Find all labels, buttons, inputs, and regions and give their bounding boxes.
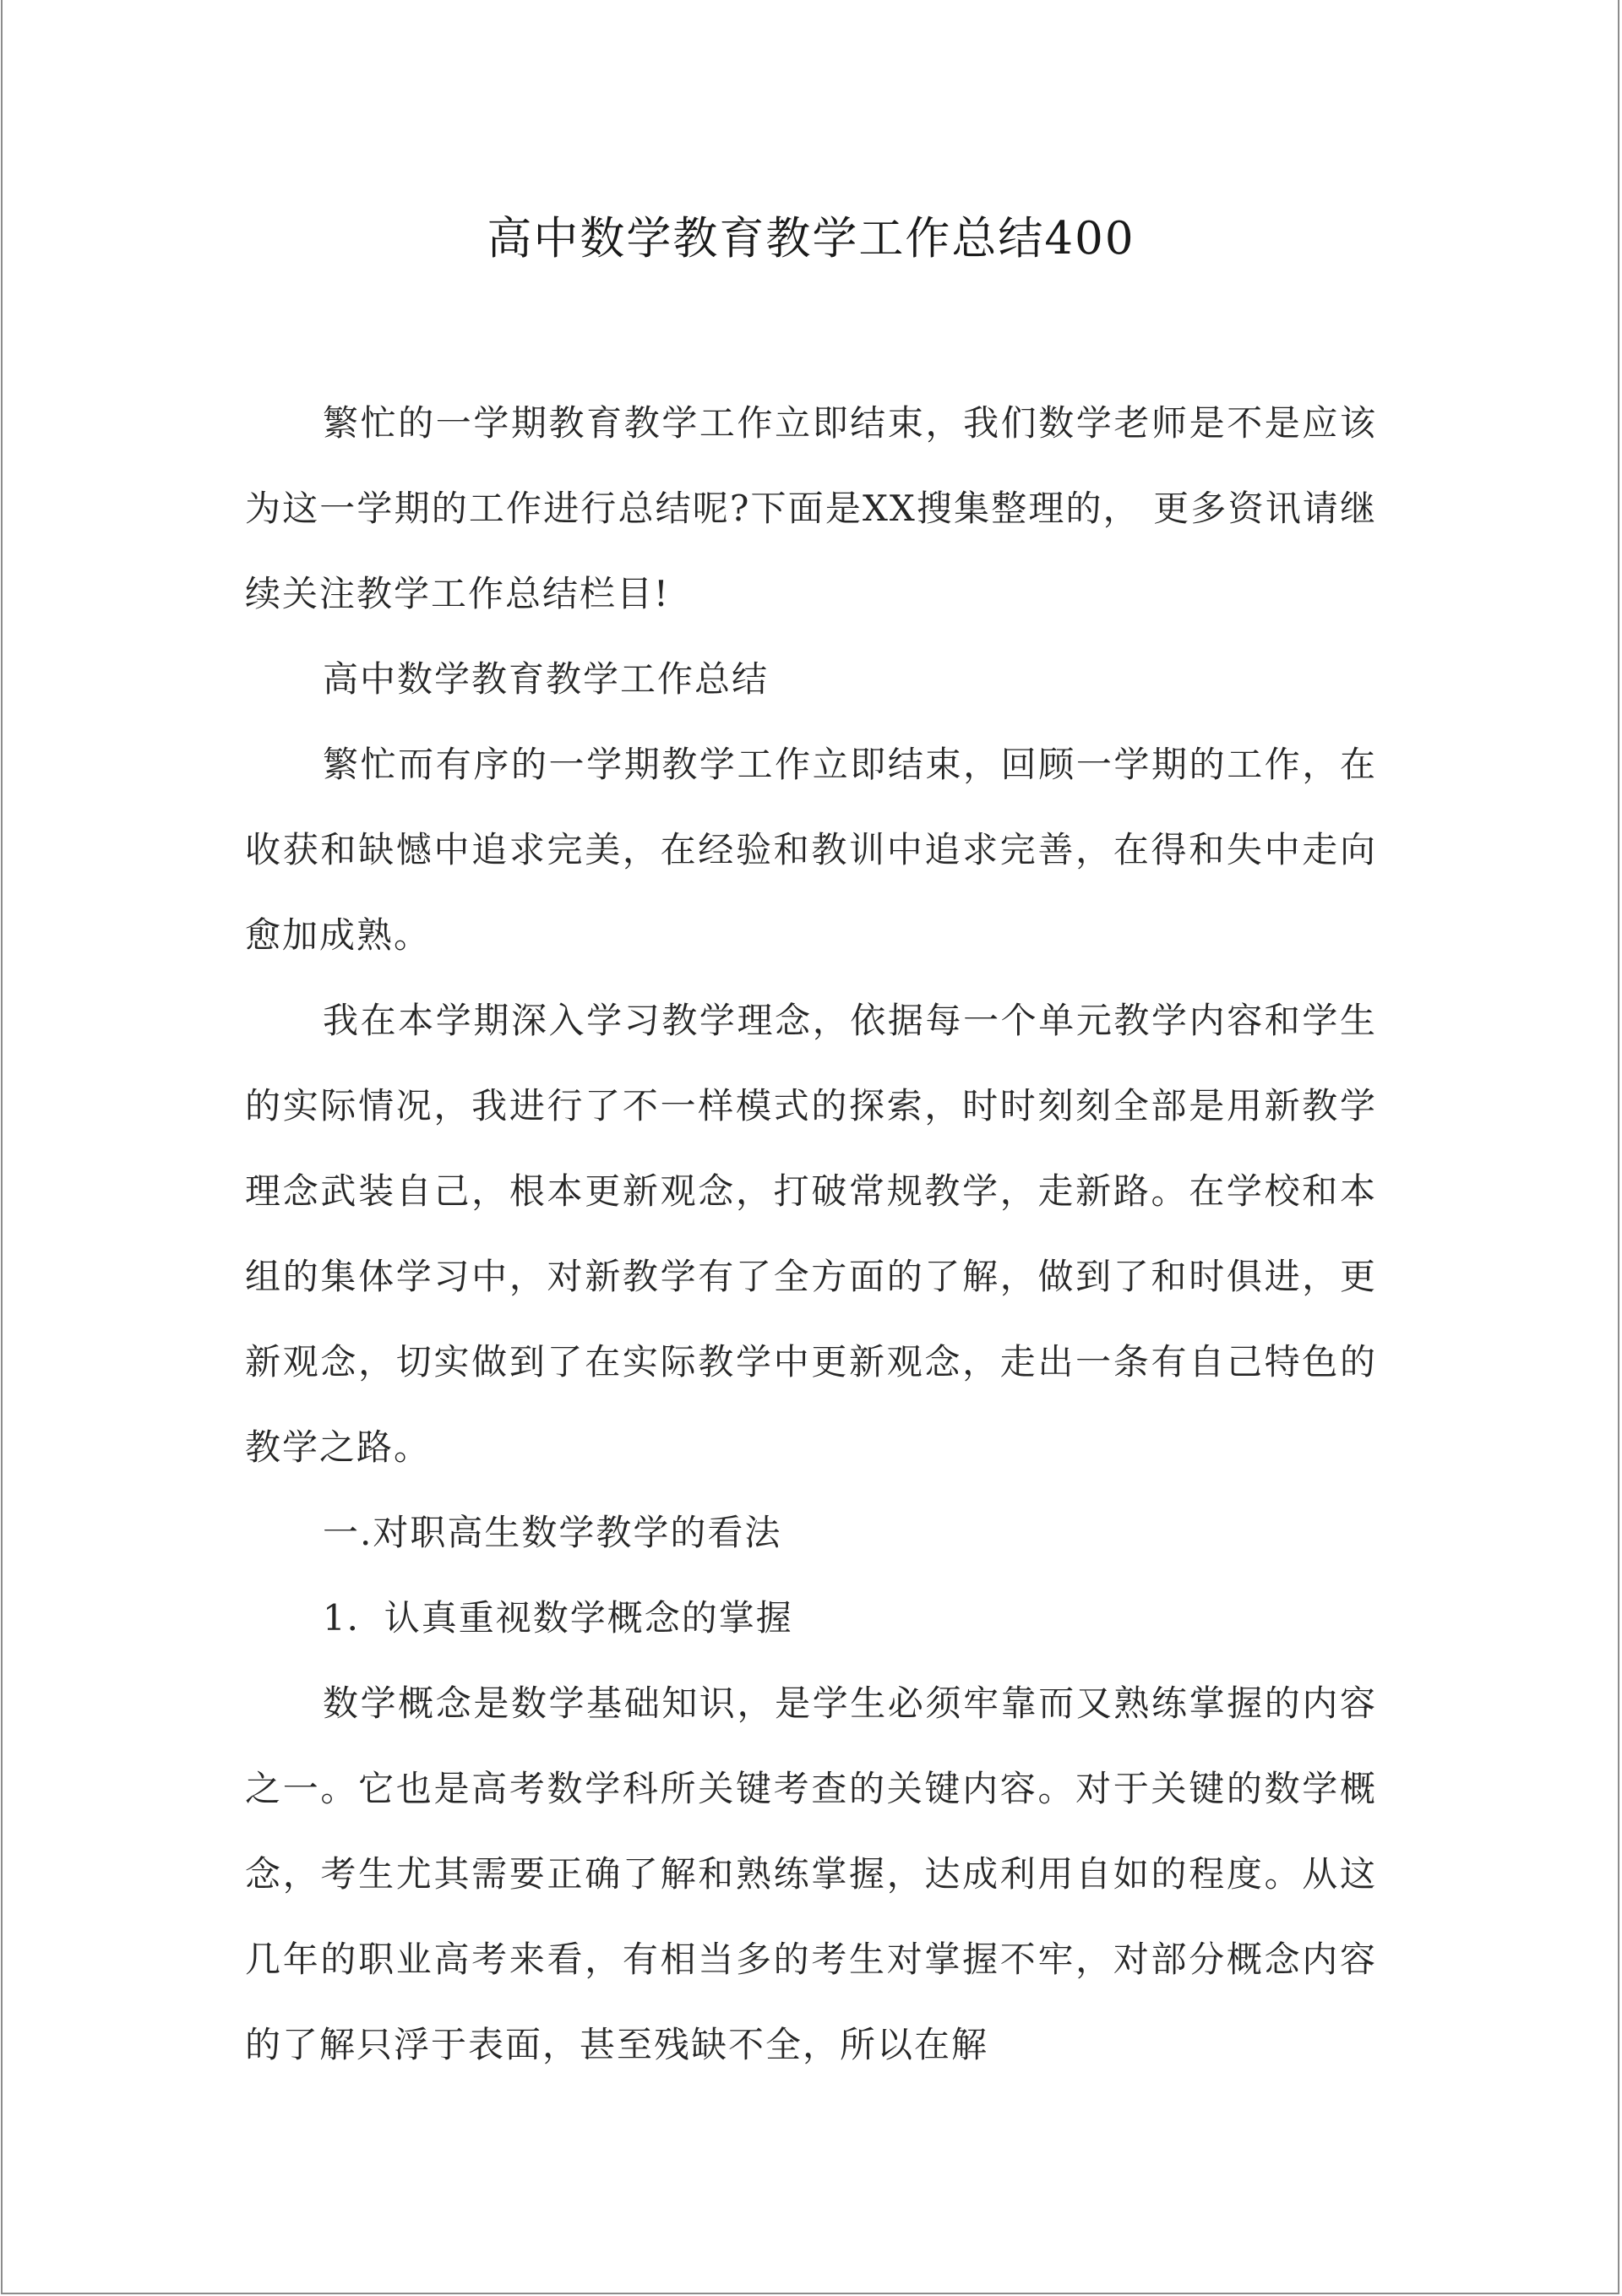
paragraph-subtitle: 高中数学教育教学工作总结 xyxy=(323,658,770,700)
paragraph-teaching-philosophy: 我在本学期深入学习教学理念，依据每一个单元教学内容和学生的实际情况，我进行了不一样模式的探索，时时刻刻全部是用新教学理念武装自己，根本更新观念，打破常规教学，走新路。在学校和本组的集体学习中，对新教学有了全方面的了解，做到了和时俱进，更新观念，切实做到了在实际教学中更新观念，走出一条有自己特色的教学之路。 xyxy=(245,1000,1377,1468)
section-heading: 一.对职高生数学教学的看法 xyxy=(323,1512,782,1553)
subsection-heading: 1．认真重视数学概念的掌握 xyxy=(323,1597,793,1639)
document-body xyxy=(245,380,1377,2087)
paragraph-opening: 繁忙而有序的一学期教学工作立即结束，回顾一学期的工作，在收获和缺憾中追求完美，在经验和教训中追求完善，在得和失中走向愈加成熟。 xyxy=(245,744,1377,956)
paragraph-math-concepts: 数学概念是数学基础知识，是学生必须牢靠而又熟练掌握的内容之一。它也是高考数学科所关键考查的关键内容。对于关键的数学概念，考生尤其需要正确了解和熟练掌握，达成利用自如的程度。从这几年的职业高考来看，有相当多的考生对掌握不牢，对部分概念内容的了解只浮于表面，甚至残缺不全，所以在解 xyxy=(245,1682,1377,2065)
document-title: 高中数学教育教学工作总结400 xyxy=(487,213,1135,265)
paragraph-intro: 繁忙的一学期教育教学工作立即结束，我们数学老师是不是应该为这一学期的工作进行总结呢?下面是XX搜集整理的， 更多资讯请继续关注教学工作总结栏目! xyxy=(245,402,1377,614)
